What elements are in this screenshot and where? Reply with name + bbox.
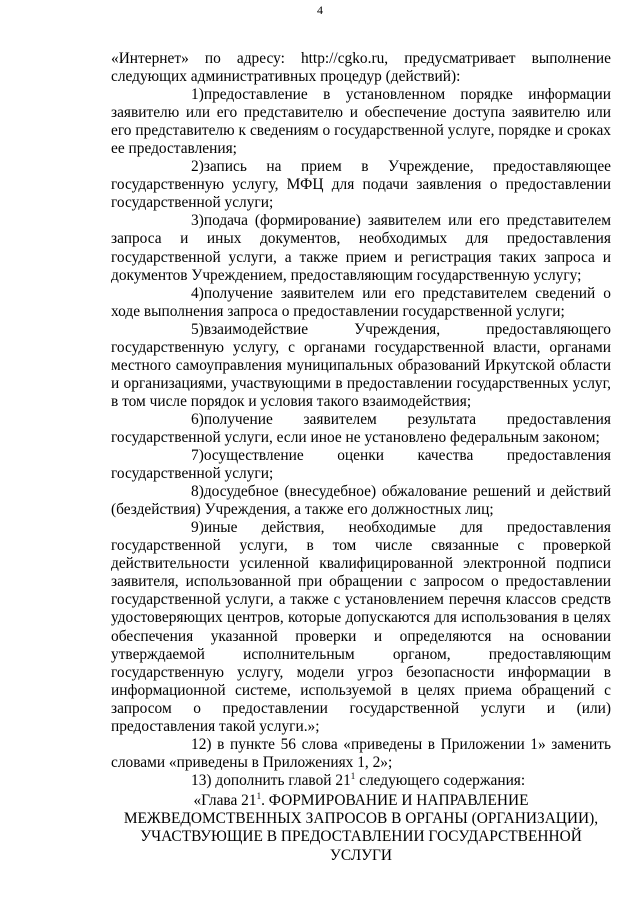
list-item-text: подача (формирование) заявителем или его представителем запроса и иных документов, необходимых для предоставления государственной услуги, а также прием и регистрация таких запроса и документов Учреждением, предоставляющим государственную услугу;: [111, 212, 611, 284]
intro-paragraph: «Интернет» по адресу: http://cgko.ru, предусматривает выполнение следующих административных процедур (действий):: [111, 50, 611, 86]
document-body: [111, 50, 611, 865]
chapter-heading-line-1: [111, 792, 611, 810]
list-item-2: [111, 158, 611, 212]
list-item-text: получение заявителем результата предоставления государственной услуги, если иное не установлено федеральным законом;: [111, 410, 611, 446]
page-number: 4: [317, 3, 323, 17]
amendment-13: [111, 772, 611, 790]
list-item-marker: 6): [191, 410, 204, 428]
list-item-marker: 4): [191, 284, 204, 302]
amendment-12: [111, 736, 611, 772]
chapter-heading: [111, 792, 611, 865]
chapter-heading-line-3: УЧАСТВУЮЩИЕ В ПРЕДОСТАВЛЕНИИ ГОСУДАРСТВЕННОЙ УСЛУГИ: [140, 828, 582, 864]
list-item-text: получение заявителем или его представителем сведений о ходе выполнения запроса о предоставлении государственной услуги;: [111, 284, 611, 320]
amendment-text-tail: следующего содержания:: [355, 771, 526, 789]
chapter-title-start: . ФОРМИРОВАНИЕ И НАПРАВЛЕНИЕ: [261, 791, 529, 809]
list-item-text: осуществление оценки качества предоставления государственной услуги;: [111, 447, 611, 483]
list-item-6: [111, 411, 611, 447]
list-item-marker: 9): [191, 519, 204, 537]
chapter-heading-line-2: МЕЖВЕДОМСТВЕННЫХ ЗАПРОСОВ В ОРГАНЫ (ОРГАНИЗАЦИИ),: [123, 810, 599, 828]
list-item-3: [111, 212, 611, 284]
chapter-prefix: «Глава 21: [193, 791, 257, 809]
list-item-9: [111, 519, 611, 736]
list-item-text: предоставление в установленном порядке информации заявителю или его представителю и обеспечение доступа заявителю или его представителю к сведениям о государственной услуге, порядке и сроках ее предоставления;: [111, 86, 611, 158]
list-item-1: [111, 86, 611, 158]
chapter-superscript: 1: [256, 790, 262, 801]
superscript: 1: [350, 770, 356, 781]
list-item-5: [111, 321, 611, 411]
amendment-marker: 12): [191, 735, 212, 753]
amendment-text: в пункте 56 слова «приведены в Приложении 1» заменить словами «приведены в Приложениях 1, 2»;: [111, 735, 611, 771]
list-item-7: [111, 447, 611, 483]
list-item-4: [111, 285, 611, 321]
list-item-marker: 2): [191, 158, 204, 176]
list-item-8: [111, 483, 611, 519]
amendment-marker: 13): [191, 771, 212, 789]
list-item-text: иные действия, необходимые для предоставления государственной услуги, в том числе связанные с проверкой действительности усиленной квалифицированной электронной подписи заявителя, использованной при обращении с запросом о предоставлении государственной услуги, а также с установлением перечня классов средств удостоверяющих центров, которые допускаются для использования в целях обеспечения указанной проверки и определяются на основании утверждаемой исполнительным органом, предоставляющим государственную услугу, модели угроз безопасности информации в информационной системе, используемой в целях приема обращений с запросом о предоставлении государственной услуги и (или) предоставления такой услуги.»;: [111, 519, 611, 735]
list-item-text: взаимодействие Учреждения, предоставляющего государственную услугу, с органами государственной власти, органами местного самоуправления муниципальных образований Иркутской области и организациями, участвующими в предоставлении государственных услуг, в том числе порядок и условия такого взаимодействия;: [111, 320, 611, 410]
list-item-marker: 7): [191, 447, 204, 465]
list-item-marker: 8): [191, 483, 204, 501]
list-item-text: запись на прием в Учреждение, предоставляющее государственную услугу, МФЦ для подачи заявления о предоставлении государственной услуги;: [111, 158, 611, 212]
list-item-marker: 5): [191, 320, 204, 338]
list-item-marker: 1): [191, 86, 204, 104]
amendment-text: дополнить главой 21: [215, 771, 351, 789]
list-item-text: досудебное (внесудебное) обжалование решений и действий (бездействия) Учреждения, а также его должностных лиц;: [111, 483, 611, 519]
list-item-marker: 3): [191, 212, 204, 230]
